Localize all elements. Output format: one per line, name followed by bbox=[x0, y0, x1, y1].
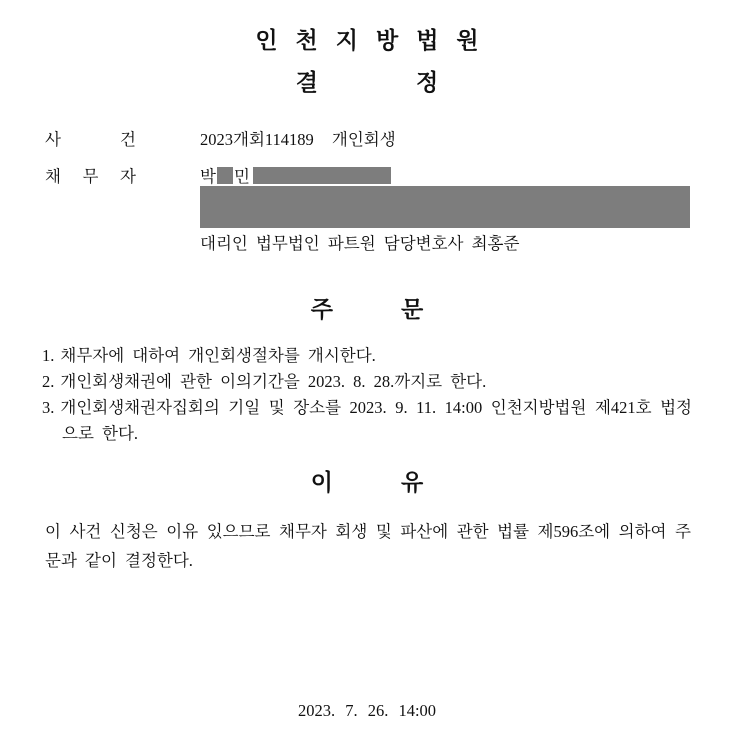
order-list bbox=[42, 343, 692, 447]
order-item-number: 3. bbox=[42, 398, 55, 417]
debtor-label-char: 무 bbox=[82, 167, 99, 186]
redaction-bar-address bbox=[200, 186, 690, 228]
debtor-label bbox=[45, 163, 136, 187]
debtor-label-char: 채 bbox=[45, 167, 61, 186]
court-name-title: 인천지방법원 bbox=[255, 27, 497, 53]
order-item-number: 2. bbox=[42, 372, 55, 391]
case-label-char: 건 bbox=[120, 130, 136, 149]
decision-heading-char: 결 bbox=[295, 69, 318, 95]
case-number-row bbox=[45, 126, 690, 149]
order-heading-char: 주 bbox=[310, 296, 333, 322]
order-heading bbox=[0, 297, 734, 322]
reason-heading-char: 유 bbox=[401, 469, 424, 495]
case-label-char: 사 bbox=[45, 130, 61, 149]
debtor-row bbox=[45, 163, 690, 186]
reason-heading-char: 이 bbox=[310, 469, 333, 495]
debtor-given-name-suffix: 민 bbox=[233, 167, 250, 186]
order-item bbox=[42, 395, 692, 447]
case-value bbox=[200, 126, 396, 150]
decision-heading bbox=[0, 70, 734, 95]
debtor-label-char: 자 bbox=[120, 167, 136, 186]
redaction-bar-id bbox=[253, 167, 391, 184]
reason-text: 이 사건 신청은 이유 있으므로 채무자 회생 및 파산에 관한 법률 제596조에 의하여 주문과 같이 결정한다. bbox=[45, 522, 691, 570]
case-type: 개인회생 bbox=[331, 130, 396, 149]
order-item bbox=[42, 369, 692, 395]
reason-heading bbox=[0, 470, 734, 495]
case-number: 2023개회114189 bbox=[200, 130, 314, 149]
decision-datetime: 2023. 7. 26. 14:00 bbox=[297, 701, 437, 720]
order-heading-char: 문 bbox=[401, 296, 424, 322]
redaction-box-name bbox=[217, 167, 233, 184]
case-label bbox=[45, 126, 136, 150]
order-item bbox=[42, 343, 692, 369]
order-item-text: 채무자에 대하여 개인회생절차를 개시한다. bbox=[60, 346, 376, 365]
order-item-text: 개인회생채권자집회의 기일 및 장소를 2023. 9. 11. 14:00 인천지방법원 제421호 법정으로 한다. bbox=[60, 398, 692, 443]
order-item-number: 1. bbox=[42, 346, 55, 365]
order-item-text: 개인회생채권에 관한 이의기간을 2023. 8. 28.까지로 한다. bbox=[60, 372, 487, 391]
debtor-name bbox=[200, 163, 391, 187]
representative-line: 대리인 법무법인 파트원 담당변호사 최홍준 bbox=[200, 234, 520, 253]
debtor-surname: 박 bbox=[200, 167, 216, 186]
decision-heading-char: 정 bbox=[416, 69, 439, 95]
